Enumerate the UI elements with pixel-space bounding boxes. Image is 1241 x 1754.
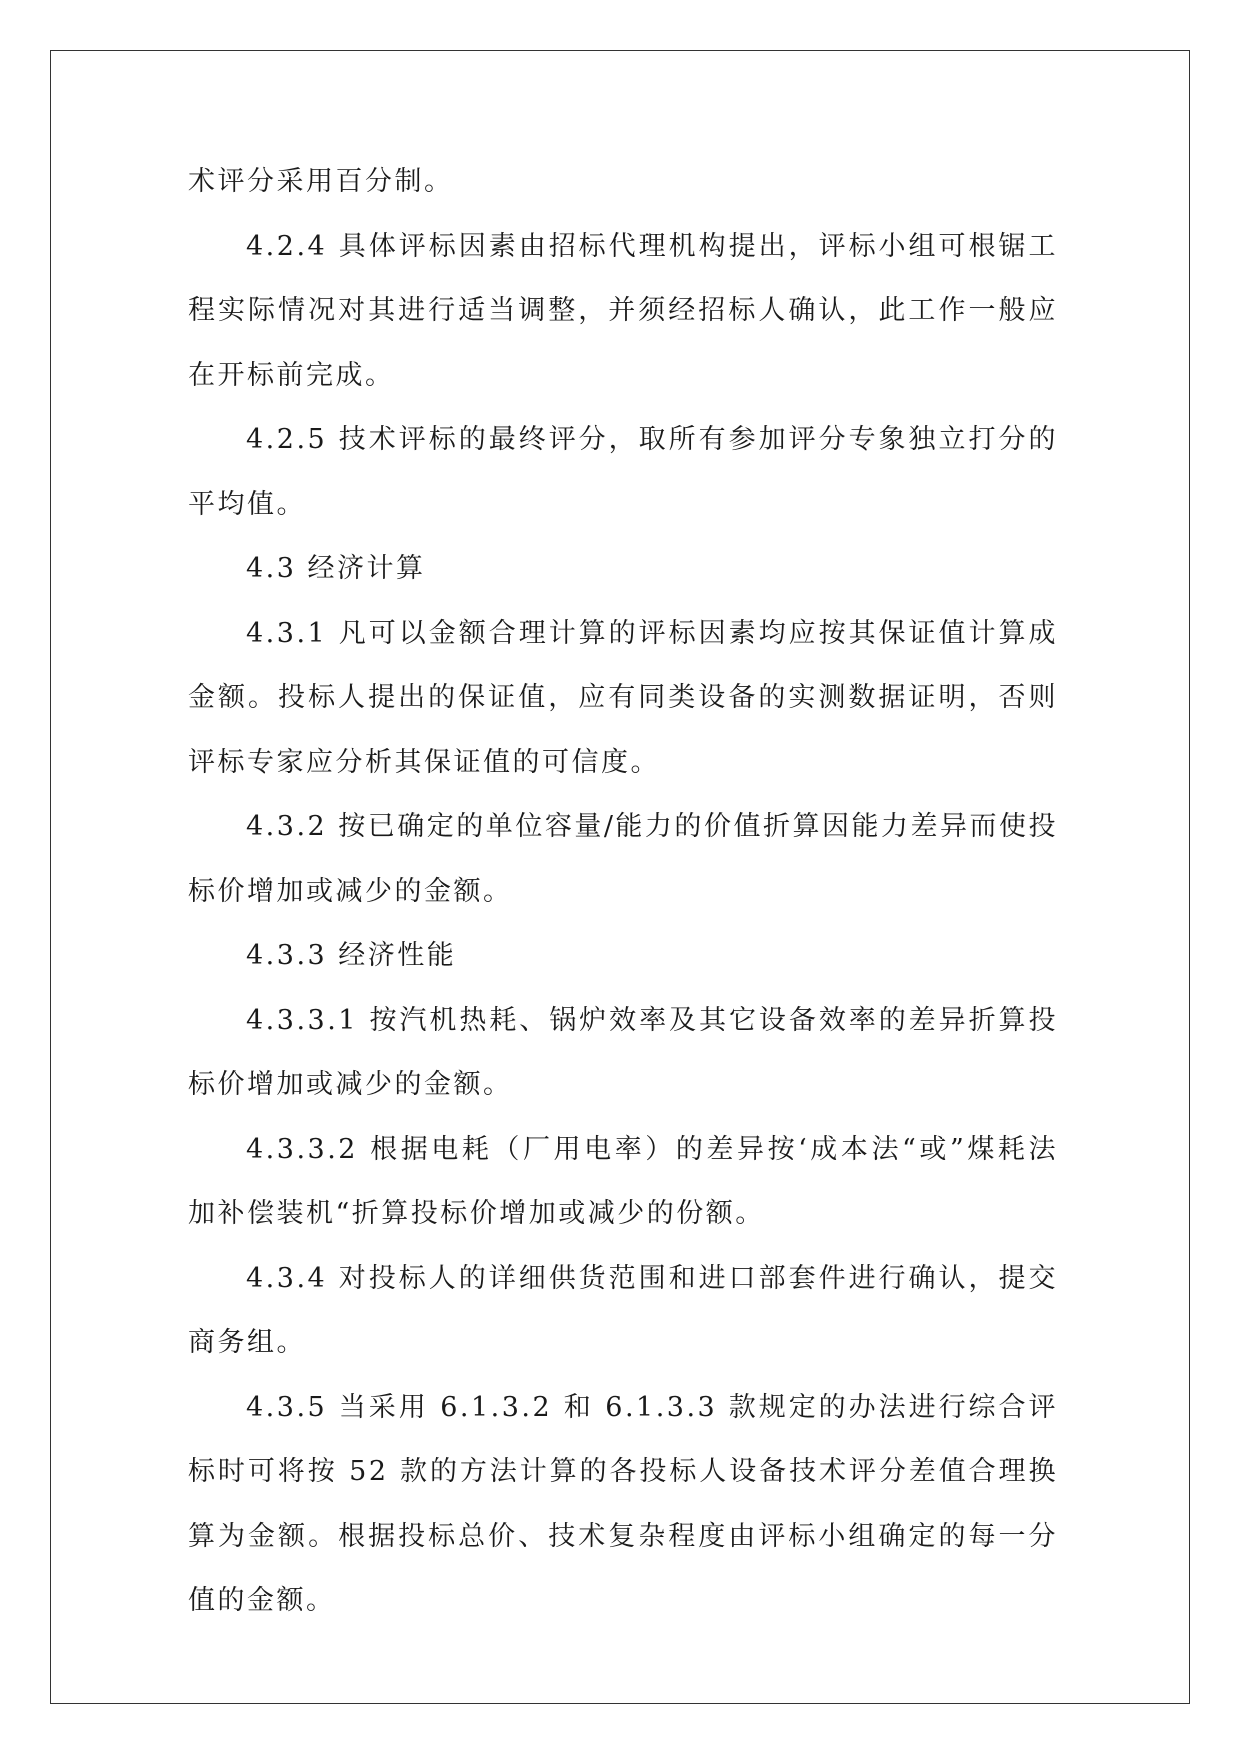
document-body <box>188 150 1058 1634</box>
paragraph-4-2-5: 4.2.5 技术评标的最终评分，取所有参加评分专象独立打分的平均值。 <box>188 424 1058 520</box>
paragraph-4-3-4: 4.3.4 对投标人的详细供货范围和进口部套件进行确认，提交商务组。 <box>188 1262 1058 1358</box>
paragraph-4-2-4: 4.2.4 具体评标因素由招标代理机构提出，评标小组可根锯工程实际情况对其进行适当调整，并须经招标人确认，此工作一般应在开标前完成。 <box>188 230 1058 391</box>
paragraph-4-3-5: 4.3.5 当采用 6.1.3.2 和 6.1.3.3 款规定的办法进行综合评标时可将按 52 款的方法计算的各投标人设备技术评分差值合理换算为金额。根据投标总价、技术复杂程度由评标小组确定的每一分值的金额。 <box>188 1391 1058 1616</box>
section-heading-4-3-3: 4.3.3 经济性能 <box>246 940 457 971</box>
paragraph-4-3-2: 4.3.2 按已确定的单位容量/能力的价值折算因能力差异而使投标价增加或减少的金额。 <box>188 811 1058 907</box>
paragraph-4-3-1: 4.3.1 凡可以金额合理计算的评标因素均应按其保证值计算成金额。投标人提出的保证值，应有同类设备的实测数据证明，否则评标专家应分析其保证值的可信度。 <box>188 617 1058 778</box>
paragraph-4-3-3-1: 4.3.3.1 按汽机热耗、锅炉效率及其它设备效率的差异折算投标价增加或减少的金额。 <box>188 1004 1058 1100</box>
paragraph-continuation: 术评分采用百分制。 <box>188 166 454 197</box>
section-heading-4-3: 4.3 经济计算 <box>246 553 426 584</box>
paragraph-4-3-3-2: 4.3.3.2 根据电耗（厂用电率）的差异按‘成本法“或”煤耗法加补偿装机“折算投标价增加或减少的份额。 <box>188 1133 1058 1229</box>
